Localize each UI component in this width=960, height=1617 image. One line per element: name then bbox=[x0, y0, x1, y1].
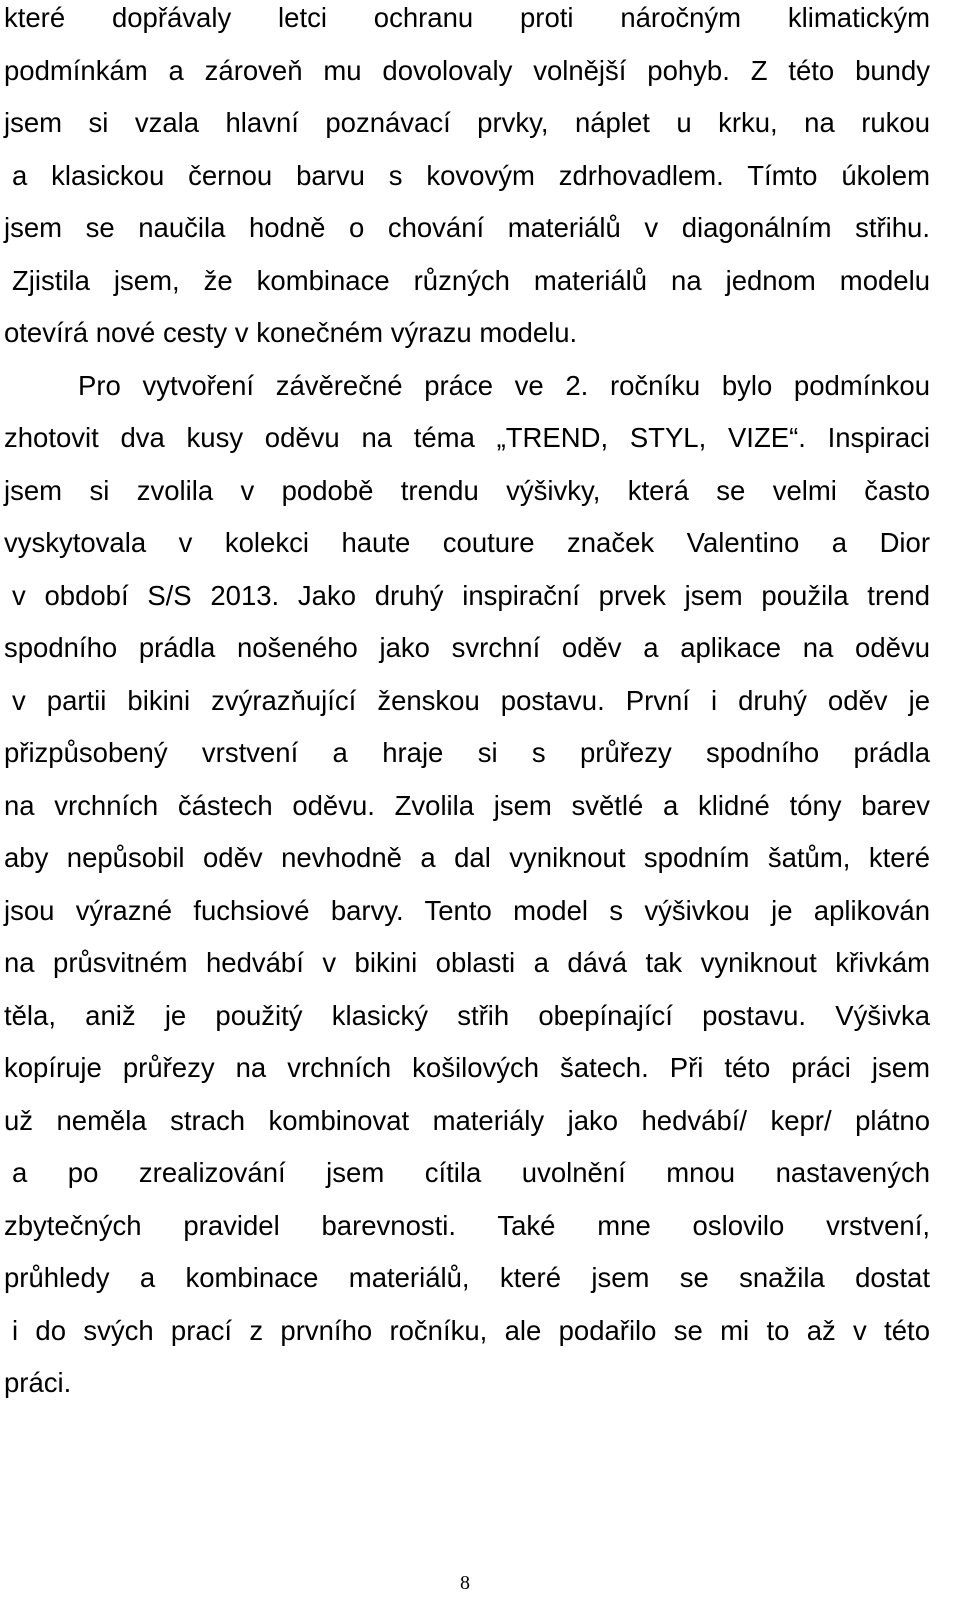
text-line: jsem si zvolila v podobě trendu výšivky, která se velmi často bbox=[4, 474, 930, 506]
text-line: v partii bikini zvýrazňující ženskou postavu. První i druhý oděv je bbox=[12, 684, 930, 716]
text-line: v období S/S 2013. Jako druhý inspirační prvek jsem použila trend bbox=[12, 579, 930, 611]
body-text bbox=[4, 0, 930, 1410]
text-line: přizpůsobený vrstvení a hraje si s průřezy spodního prádla bbox=[4, 737, 930, 768]
text-line: na vrchních částech oděvu. Zvolila jsem světlé a klidné tóny barev bbox=[4, 789, 930, 821]
text-line: i do svých prací z prvního ročníku, ale podařilo se mi to až v této bbox=[12, 1314, 930, 1346]
text-line: kopíruje průřezy na vrchních košilových šatech. Při této práci jsem bbox=[4, 1052, 930, 1083]
text-line: aby nepůsobil oděv nevhodně a dal vyniknout spodním šatům, které bbox=[4, 842, 930, 873]
text-line: jsem si vzala hlavní poznávací prvky, náplet u krku, na rukou bbox=[4, 107, 930, 138]
text-line: otevírá nové cesty v konečném výrazu modelu. bbox=[4, 317, 578, 348]
text-line: vyskytovala v kolekci haute couture značek Valentino a Dior bbox=[4, 527, 930, 558]
paragraph-2 bbox=[4, 360, 930, 1410]
text-line: které dopřávaly letci ochranu proti náročným klimatickým bbox=[4, 2, 930, 33]
text-line: jsem se naučila hodně o chování materiálů v diagonálním střihu. bbox=[4, 212, 930, 243]
text-line: Zjistila jsem, že kombinace různých materiálů na jednom modelu bbox=[12, 264, 930, 296]
text-line: spodního prádla nošeného jako svrchní oděv a aplikace na oděvu bbox=[4, 632, 930, 663]
text-line: jsou výrazné fuchsiové barvy. Tento model s výšivkou je aplikován bbox=[4, 894, 930, 926]
text-line: těla, aniž je použitý klasický střih obepínající postavu. Výšivka bbox=[4, 999, 930, 1031]
page-number: 8 bbox=[460, 1572, 470, 1594]
text-line: práci. bbox=[4, 1367, 72, 1398]
text-line: zbytečných pravidel barevnosti. Také mne oslovilo vrstvení, bbox=[4, 1209, 930, 1241]
text-line: zhotovit dva kusy oděvu na téma „TREND, STYL, VIZE“. Inspiraci bbox=[4, 422, 930, 453]
text-line: a po zrealizování jsem cítila uvolnění mnou nastavených bbox=[12, 1157, 930, 1188]
text-line: průhledy a kombinace materiálů, které jsem se snažila dostat bbox=[4, 1262, 930, 1293]
text-line: na průsvitném hedvábí v bikini oblasti a dává tak vyniknout křivkám bbox=[4, 947, 930, 978]
text-line: a klasickou černou barvu s kovovým zdrhovadlem. Tímto úkolem bbox=[12, 159, 930, 191]
text-line: Pro vytvoření závěrečné práce ve 2. ročníku bylo podmínkou bbox=[78, 369, 930, 401]
text-line: podmínkám a zároveň mu dovolovaly volnější pohyb. Z této bundy bbox=[4, 54, 930, 86]
text-line: už neměla strach kombinovat materiály jako hedvábí/ kepr/ plátno bbox=[4, 1104, 930, 1136]
paragraph-1 bbox=[4, 0, 930, 360]
